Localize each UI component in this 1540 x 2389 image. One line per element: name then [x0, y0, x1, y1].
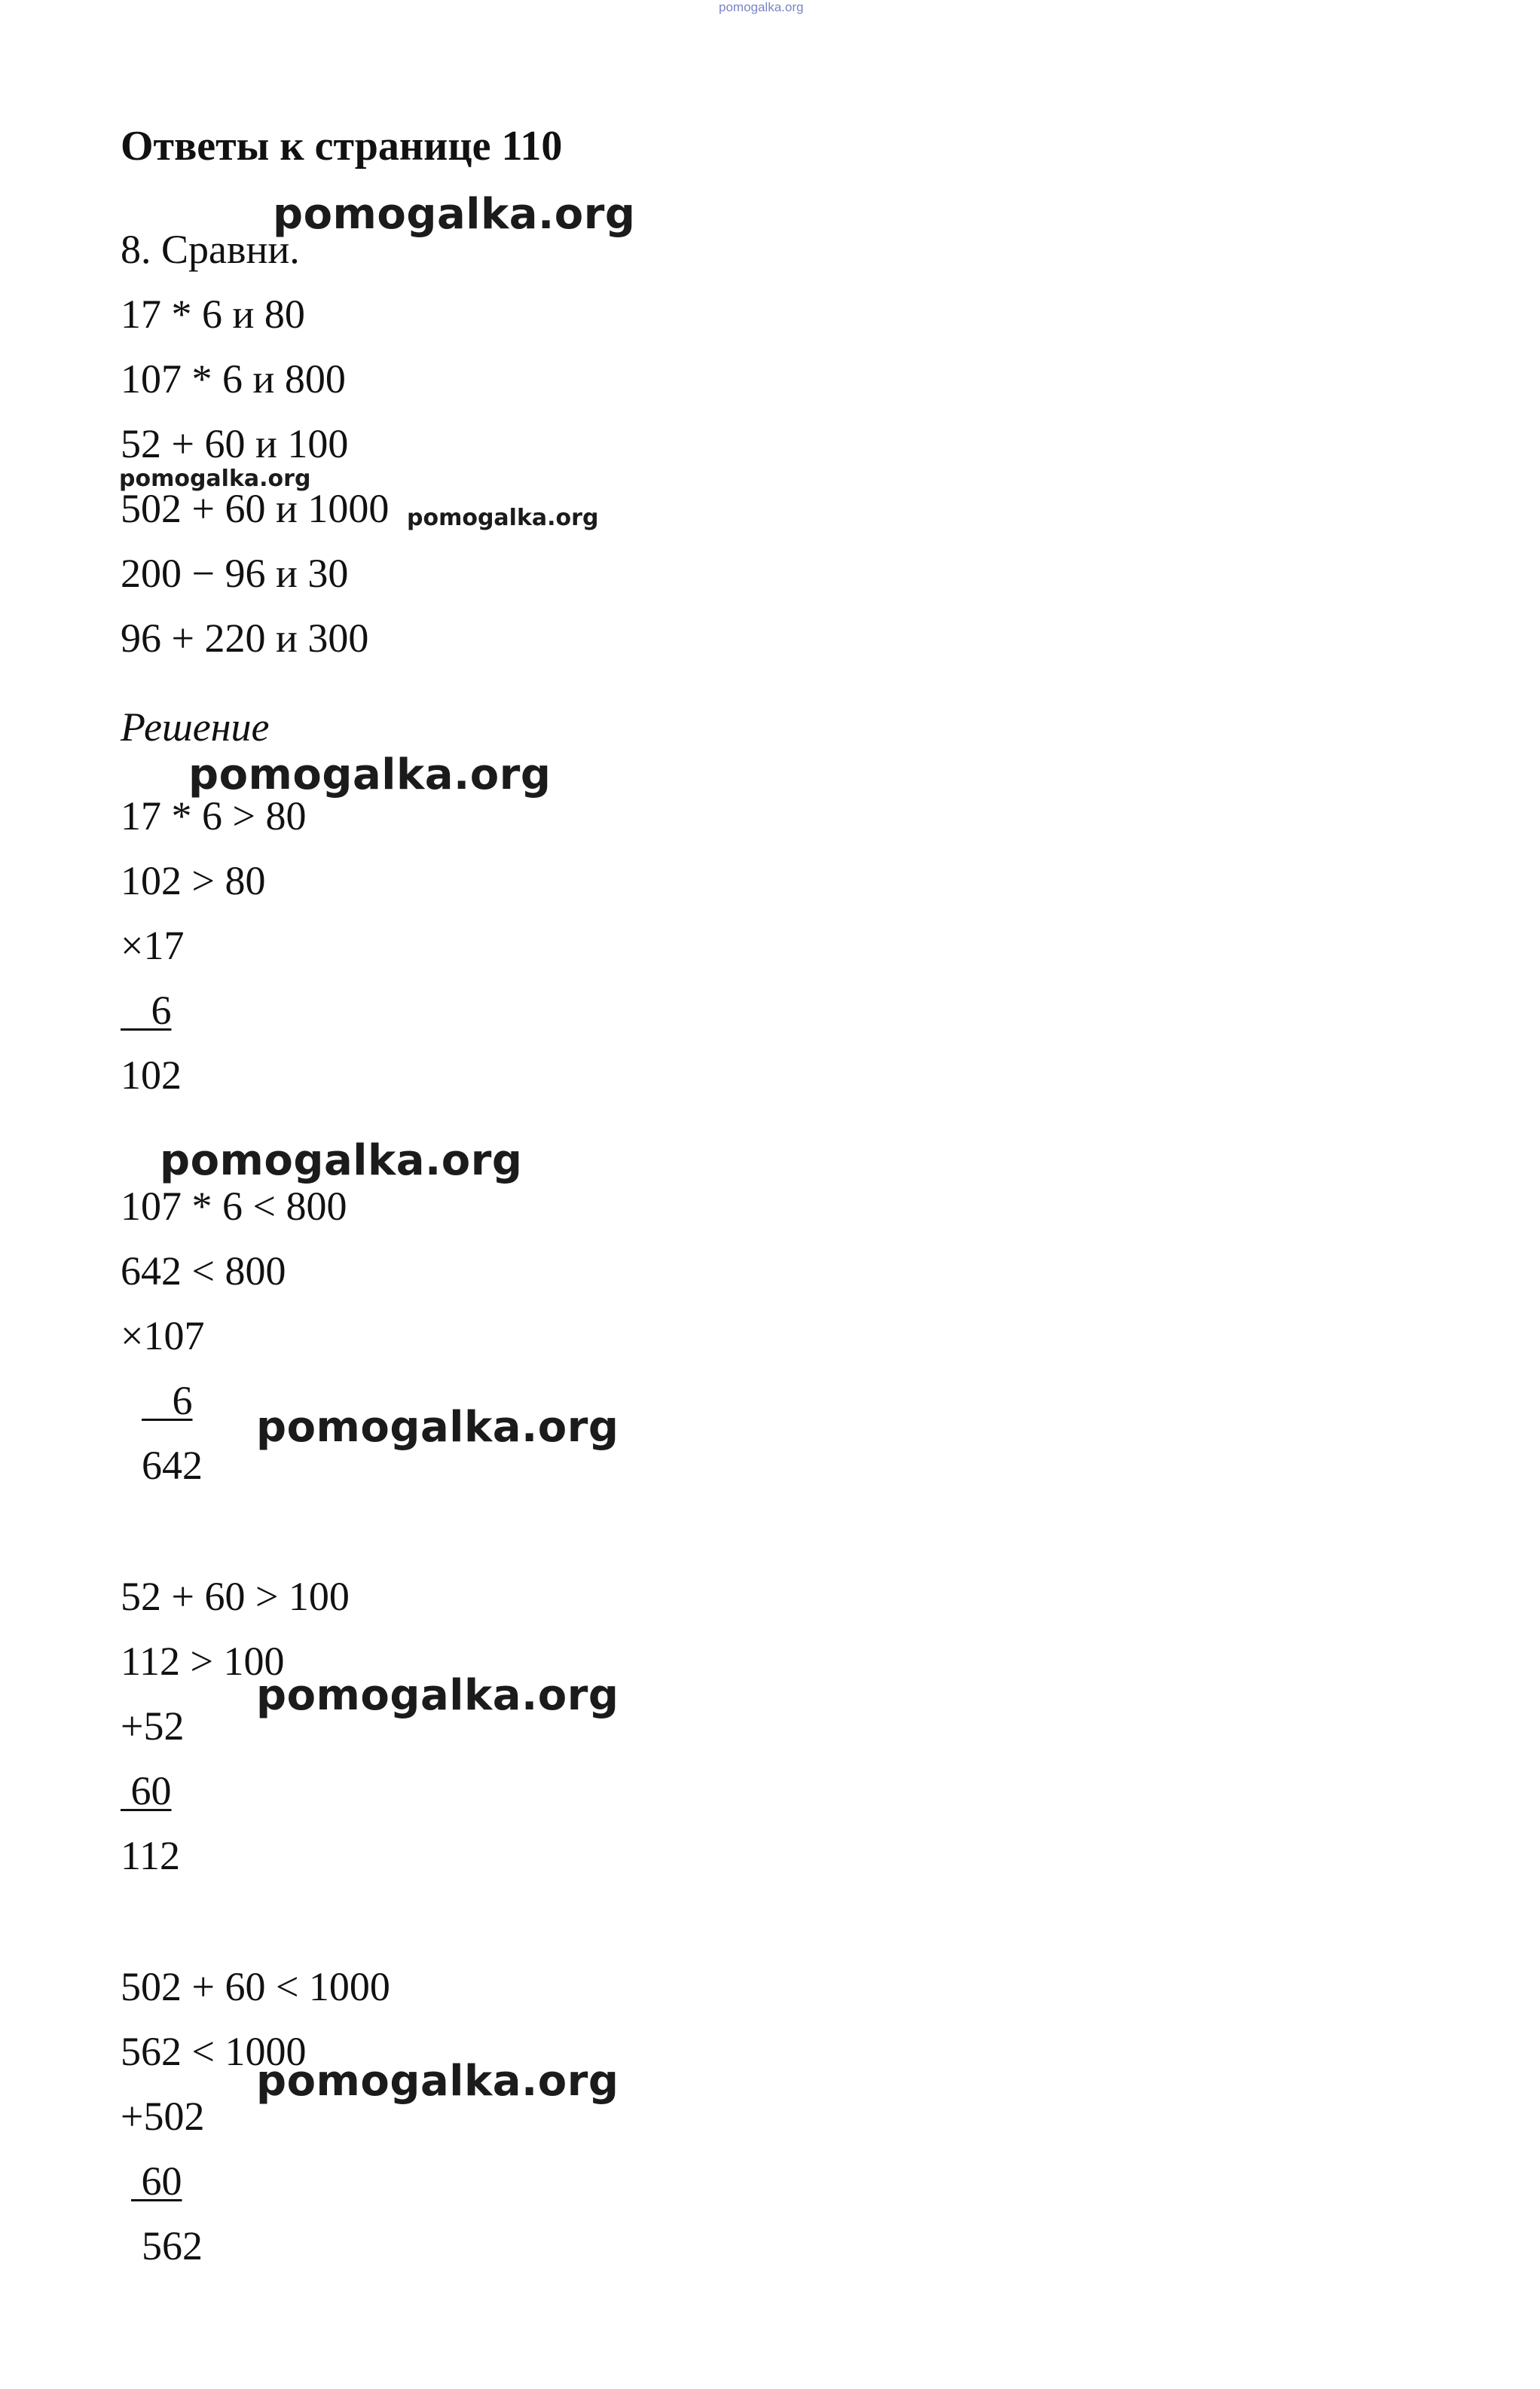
calc-result: 102	[121, 1052, 182, 1098]
solution-line: 102 > 80	[121, 858, 266, 903]
calc-top: ×107	[121, 1313, 205, 1358]
watermark: pomogalka.org	[119, 466, 311, 492]
watermark: pomogalka.org	[160, 1136, 523, 1185]
task-item: 17 * 6 и 80	[121, 292, 305, 337]
calc-addend-value: 60	[141, 2158, 182, 2204]
task-item: 96 + 220 и 300	[121, 616, 369, 661]
top-watermark: pomogalka.org	[719, 0, 804, 14]
calc-result: 562	[142, 2223, 203, 2268]
solution-line: 17 * 6 > 80	[121, 793, 307, 839]
calc-addend	[121, 1767, 172, 1814]
calc-multiplier	[142, 1377, 193, 1424]
watermark: pomogalka.org	[188, 750, 552, 799]
calc-addend-value: 60	[130, 1768, 172, 1813]
solution-line: 502 + 60 < 1000	[121, 1964, 390, 2009]
task-item: 52 + 60 и 100	[121, 421, 349, 466]
solution-line: 107 * 6 < 800	[121, 1184, 347, 1229]
calc-addend	[131, 2158, 182, 2204]
task-item: 502 + 60 и 1000	[121, 486, 390, 531]
watermark: pomogalka.org	[256, 2057, 619, 2106]
watermark: pomogalka.org	[256, 1403, 619, 1452]
calc-result: 642	[142, 1443, 203, 1488]
page-title: Ответы к странице 110	[121, 123, 563, 170]
calc-top: +502	[121, 2094, 205, 2139]
solution-line: 642 < 800	[121, 1248, 286, 1294]
calc-result: 112	[121, 1833, 180, 1878]
task-item: 200 − 96 и 30	[121, 551, 349, 596]
task-item: 107 * 6 и 800	[121, 356, 346, 402]
watermark: pomogalka.org	[256, 1671, 619, 1720]
solution-line: 562 < 1000	[121, 2029, 307, 2074]
task-heading: 8. Сравни.	[121, 227, 300, 272]
watermark: pomogalka.org	[273, 190, 636, 239]
calc-top: ×17	[121, 923, 185, 968]
calc-multiplier-value: 6	[151, 988, 172, 1033]
solution-heading: Решение	[121, 704, 270, 750]
solution-line: 112 > 100	[121, 1639, 285, 1684]
calc-multiplier-value: 6	[172, 1378, 193, 1423]
calc-top: +52	[121, 1703, 185, 1749]
calc-multiplier	[121, 987, 172, 1034]
solution-line: 52 + 60 > 100	[121, 1574, 350, 1619]
watermark: pomogalka.org	[407, 505, 599, 531]
